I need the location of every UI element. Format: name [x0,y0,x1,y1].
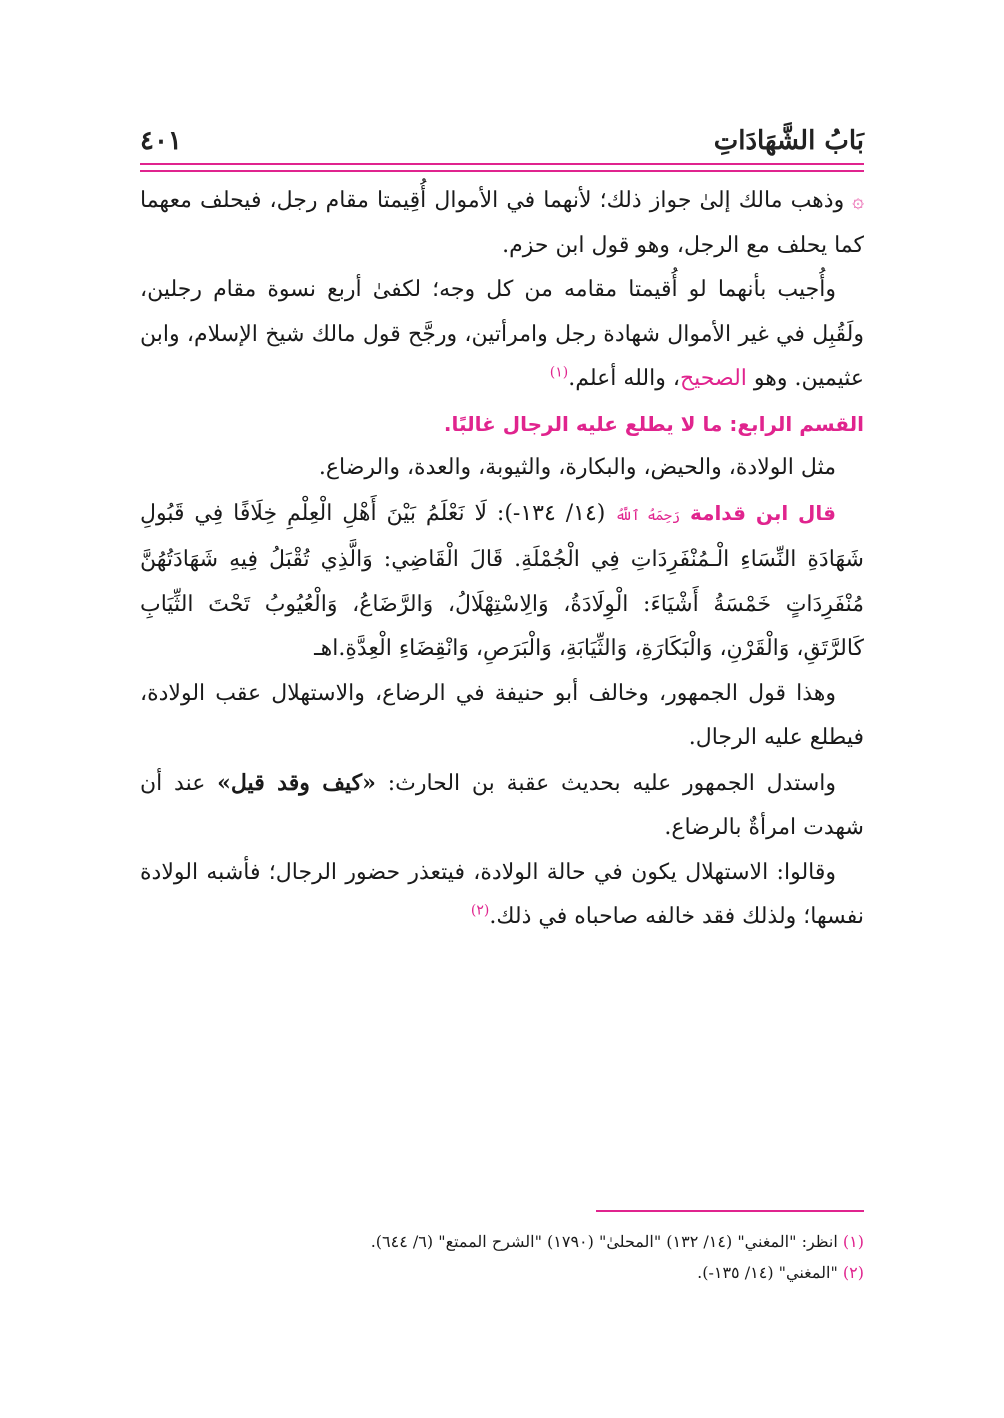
footnote-1-number: (١) [842,1232,864,1251]
page-number: ٤٠١ [140,126,182,156]
paragraph-6 [140,761,864,851]
paragraph-4-quote [140,491,864,672]
footnote-1-text: انظر: "المغني" (١٤/ ١٣٢) "المحلىٰ" (١٧٩٠) "الشرح الممتع" (٦/ ٦٤٤). [370,1232,843,1251]
footnote-ref-1[interactable]: (١) [549,364,569,381]
section-heading: القسم الرابع: ما لا يطلع عليه الرجال غالبًا. [443,411,864,436]
footnote-1 [140,1226,864,1257]
paragraph-7 [140,851,864,940]
page-header [140,120,864,160]
footnote-2-number: (٢) [842,1263,864,1282]
footnote-2 [140,1257,864,1288]
paragraph-3: مثل الولادة، والحيض، والبكارة، والثيوبة، والعدة، والرضاع. [318,455,836,480]
paragraph-1-text: وذهب مالك إلىٰ جواز ذلك؛ لأنهما في الأموال أُقِيمتا مقام رجل، فيحلف معهما كما يحلف مع الرجل، وهو قول ابن حزم. [140,188,864,258]
header-rule-top [140,163,864,165]
paragraph-2 [140,268,864,402]
footnotes [140,1226,864,1288]
paragraph-2-text-a: وأُجيب بأنهما لو أُقيمتا مقامه من كل وجه؛ لكفىٰ أربع نسوة مقام رجلين، ولَقُبِل في غير الأموال شهادة رجل وامرأتين، ورجَّح قول مالك شيخ الإسلام، وابن عثيمين. وهو [140,277,864,391]
paragraph-5: وهذا قول الجمهور، وخالف أبو حنيفة في الرضاع، والاستهلال عقب الولادة، فيطلع عليه الرجال. [140,680,864,750]
chapter-title: بَابُ الشَّهَادَاتِ [713,126,864,156]
paragraph-2-text-b: ، والله أعلم. [568,366,680,391]
footnote-ref-2[interactable]: (٢) [470,902,490,919]
footnote-divider [596,1210,864,1212]
quoted-scholar-name: قال ابن قدامة [689,500,837,525]
honorific: رَحِمَهُ ٱللَّهُ [615,507,681,524]
quote-text: (١٤/ ١٣٤-): لَا نَعْلَمُ بَيْنَ أَهْلِ الْعِلْمِ خِلَافًا فِي قَبُولِ شَهَادَةِ النِّسَاءِ الْـمُنْفَرِدَاتِ فِي الْجُمْلَةِ. قَالَ الْقَاضِي: وَالَّذِي تُقْبَلُ فِيهِ شَهَادَتُهُنَّ مُنْفَرِدَاتٍ خَمْسَةُ أَشْيَاءَ: الْوِلَادَةُ، وَالِاسْتِهْلَالُ، وَالرَّضَاعُ، وَالْعُيُوبُ تَحْتَ الثِّيَابِ كَالرَّتَقِ، وَالْقَرْنِ، وَالْبَكَارَةِ، وَالثِّيَابَةِ، وَالْبَرَصِ، وَانْقِضَاءِ الْعِدَّةِ.اهـ [140,500,864,661]
paragraph-1 [140,178,864,268]
paragraph-7-text: وقالوا: الاستهلال يكون في حالة الولادة، فيتعذر حضور الرجال؛ فأشبه الولادة نفسها؛ ولذلك فقد خالفه صاحباه في ذلك. [140,859,864,929]
paragraph-6-text-b: عند أن شهدت امرأةٌ بالرضاع. [140,770,864,840]
footnote-2-text: "المغني" (١٤/ ١٣٥-). [697,1263,843,1282]
highlight-sahih: الصحيح [679,366,747,391]
paragraph-6-text-a: واستدل الجمهور عليه بحديث عقبة بن الحارث: [375,770,836,796]
page-body [140,178,864,940]
header-rule-bottom [140,170,864,172]
hadith-quote: «كيف وقد قيل» [217,769,376,796]
flower-ornament-icon: ۞ [852,188,865,212]
